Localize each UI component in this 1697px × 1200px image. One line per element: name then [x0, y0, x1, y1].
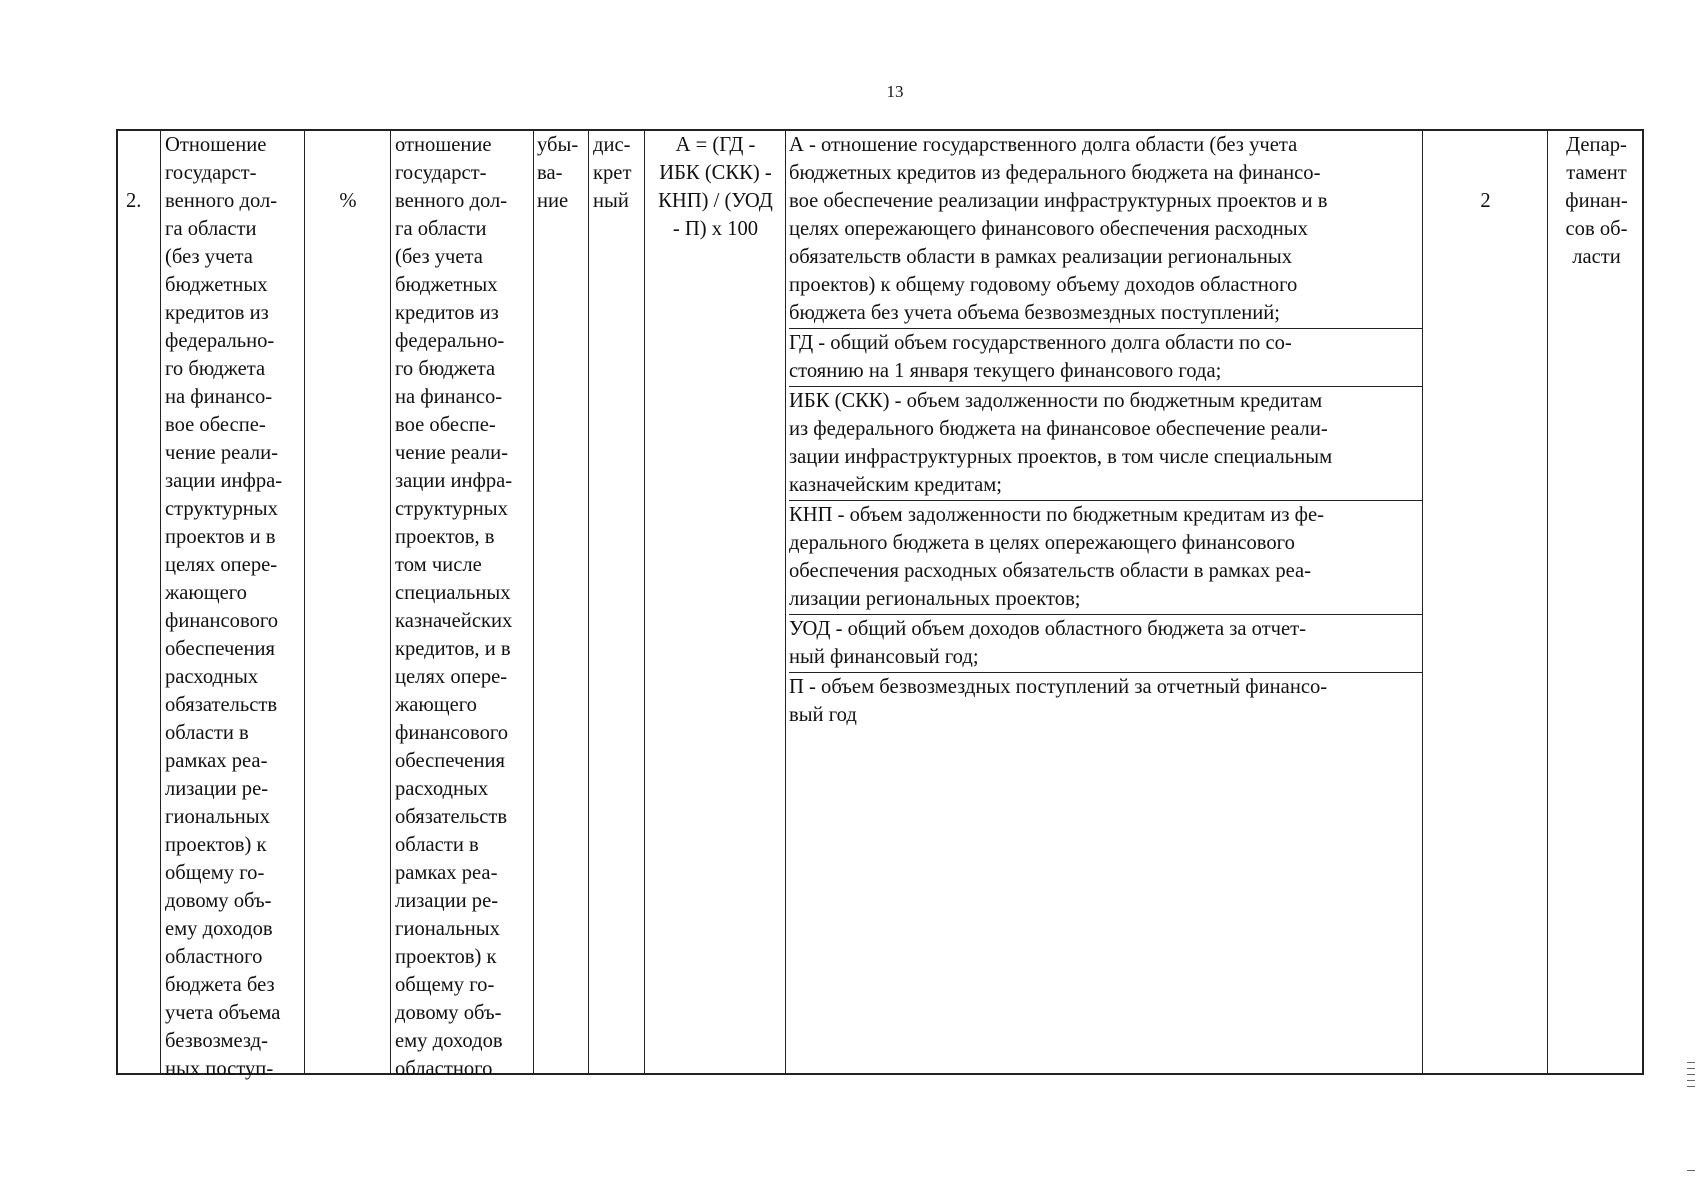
source-code-cell [1424, 131, 1547, 271]
indicator-definition-line: общему го- [395, 974, 495, 996]
indicator-name-cell [162, 131, 304, 1083]
trend-direction-cell [535, 131, 588, 215]
indicator-name-line: федерально- [165, 330, 275, 352]
indicator-name-line: (без учета [165, 246, 253, 268]
formula-line: КНП) / (УОД [658, 190, 773, 212]
variable-definition-line: КНП - объем задолженности по бюджетным кредитам из фе- [789, 504, 1324, 526]
indicator-name-line: ему доходов [165, 918, 273, 940]
responsible-line: сов об- [1565, 218, 1628, 240]
indicator-definition-line: целях опере- [395, 666, 508, 688]
indicator-definition-line: венного дол- [395, 190, 508, 212]
indicator-definition-line: государст- [395, 162, 487, 184]
indicator-name-line: ных поступ- [165, 1058, 274, 1080]
variable-definition-line: ный финансовый год; [789, 646, 979, 668]
indicator-definition-line: структурных [395, 498, 508, 520]
indicator-definition-line: га области [395, 218, 487, 240]
row-number: 2. [126, 190, 142, 212]
indicator-definition-line: финансового [395, 722, 509, 744]
responsible-cell [1549, 131, 1644, 271]
page-number: 13 [886, 82, 904, 101]
indicator-name-line: обеспечения [165, 638, 275, 660]
indicator-type-line: ный [593, 190, 629, 212]
col-divider [160, 131, 161, 1073]
formula-line: А = (ГД - [675, 134, 756, 156]
indicator-definition-line: гиональных [395, 918, 500, 940]
indicator-name-line: бюджета без [165, 974, 275, 996]
row-number-cell [118, 131, 160, 271]
variable-definition-line: А - отношение государственного долга области (без учета [789, 134, 1298, 156]
variable-definition-line: вый год [789, 704, 857, 726]
indicator-name-line: финансового [165, 610, 279, 632]
trend-direction-line: убы- [537, 134, 579, 156]
indicator-definition-line: чение реали- [395, 442, 508, 464]
col-divider [588, 131, 589, 1073]
scan-mark [1687, 1080, 1695, 1081]
trend-direction-line: ва- [537, 162, 563, 184]
indicator-definition-line: бюджетных [395, 274, 498, 296]
variable-definition-line: бюджетных кредитов из федерального бюджета на финансо- [789, 162, 1321, 184]
scan-mark [1687, 1170, 1695, 1171]
scan-mark [1687, 1086, 1695, 1087]
indicator-name-line: го бюджета [165, 358, 266, 380]
variable-definition-line: казначейским кредитам; [789, 474, 1002, 496]
indicator-name-line: вое обеспе- [165, 414, 266, 436]
indicator-definition-line: расходных [395, 778, 489, 800]
indicator-definition-line: специальных [395, 582, 511, 604]
indicator-name-line: обязательств [165, 694, 278, 716]
col-divider [1422, 131, 1423, 1073]
responsible-line: Депар- [1566, 134, 1627, 156]
indicator-type-line: крет [593, 162, 632, 184]
trend-direction-line: ние [537, 190, 569, 212]
indicator-definition-line: зации инфра- [395, 470, 513, 492]
indicator-definition-line: лизации ре- [395, 890, 499, 912]
indicator-name-line: га области [165, 218, 257, 240]
indicator-definition-line: области в [395, 834, 479, 856]
indicator-definition-line: обеспечения [395, 750, 505, 772]
variable-definition-line: обязательств области в рамках реализации региональных [789, 246, 1293, 268]
formula-variable-definition [789, 131, 1422, 329]
indicator-name-line: гиональных [165, 806, 270, 828]
col-divider [533, 131, 534, 1073]
indicator-definition-line: ему доходов [395, 1030, 503, 1052]
variable-definition-line: бюджета без учета объема безвозмездных поступлений; [789, 302, 1281, 324]
indicator-table [116, 129, 1644, 1080]
variable-definition-line: ГД - общий объем государственного долга области по со- [789, 332, 1292, 354]
variable-definition-line: обеспечения расходных обязательств области в рамках реа- [789, 560, 1312, 582]
indicator-name-line: общему го- [165, 862, 265, 884]
indicator-name-line: учета объема [165, 1002, 281, 1024]
indicator-definition-line: на финансо- [395, 386, 503, 408]
formula-line: ИБК (СКК) - [659, 162, 772, 184]
indicator-definition-cell [392, 131, 533, 1083]
indicator-name-line: чение реали- [165, 442, 278, 464]
col-divider [1547, 131, 1548, 1073]
variable-definition-line: стоянию на 1 января текущего финансового года; [789, 360, 1222, 382]
indicator-definition-line: том числе [395, 554, 482, 576]
indicator-type-cell [590, 131, 644, 215]
unit-cell [306, 131, 390, 271]
formula-cell [646, 131, 785, 243]
formula-variable-definition [789, 615, 1422, 673]
indicator-name-line: кредитов из [165, 302, 269, 324]
responsible-line: финан- [1565, 190, 1628, 212]
variable-definition-line: дерального бюджета в целях опережающего финансового [789, 532, 1295, 554]
variable-definition-line: лизации региональных проектов; [789, 588, 1081, 610]
indicator-name-line: проектов и в [165, 526, 276, 548]
indicator-name-line: области в [165, 722, 249, 744]
indicator-definition-line: обязательств [395, 806, 508, 828]
col-divider [644, 131, 645, 1073]
indicator-type-line: дис- [593, 134, 631, 156]
indicator-name-line: зации инфра- [165, 470, 283, 492]
col-divider [390, 131, 391, 1073]
indicator-name-line: областного [165, 946, 263, 968]
indicator-name-line: рамках реа- [165, 750, 268, 772]
indicator-definition-line: казначейских [395, 610, 513, 632]
indicator-name-line: довому объ- [165, 890, 272, 912]
indicator-name-line: жающего [165, 582, 247, 604]
indicator-definition-line: жающего [395, 694, 477, 716]
indicator-name-line: Отношение [165, 134, 267, 156]
indicator-name-line: государст- [165, 162, 257, 184]
indicator-name-line: целях опере- [165, 554, 278, 576]
indicator-definition-line: федерально- [395, 330, 505, 352]
col-divider [304, 131, 305, 1073]
col-divider [785, 131, 786, 1073]
indicator-name-line: расходных [165, 666, 259, 688]
indicator-name-line: лизации ре- [165, 778, 269, 800]
indicator-definition-line: вое обеспе- [395, 414, 496, 436]
indicator-definition-line: довому объ- [395, 1002, 502, 1024]
indicator-name-line: на финансо- [165, 386, 273, 408]
formula-variable-definition [789, 329, 1422, 387]
indicator-definition-line: отношение [395, 134, 492, 156]
indicator-definition-line: кредитов из [395, 302, 499, 324]
formula-line: - П) х 100 [672, 218, 759, 240]
responsible-line: тамент [1566, 162, 1627, 184]
variable-definition-line: зации инфраструктурных проектов, в том числе специальным [789, 446, 1333, 468]
variable-definition-line: УОД - общий объем доходов областного бюджета за отчет- [789, 618, 1307, 640]
scan-mark [1687, 1062, 1695, 1063]
indicator-definition-line: областного [395, 1058, 493, 1080]
indicator-definition-line: проектов, в [395, 526, 495, 548]
scan-mark [1687, 1074, 1695, 1075]
formula-variables-cell [787, 131, 1422, 730]
indicator-name-line: венного дол- [165, 190, 278, 212]
source-code: 2 [1480, 190, 1491, 212]
indicator-name-line: безвозмезд- [165, 1030, 268, 1052]
indicator-name-line: бюджетных [165, 274, 268, 296]
formula-variable-definition [789, 387, 1422, 501]
indicator-name-line: структурных [165, 498, 278, 520]
indicator-name-line: проектов) к [165, 834, 267, 856]
scan-mark [1687, 1068, 1695, 1069]
indicator-definition-line: (без учета [395, 246, 483, 268]
variable-definition-line: проектов) к общему годовому объему доходов областного [789, 274, 1298, 296]
responsible-line: ласти [1572, 246, 1621, 268]
unit-value: % [339, 190, 357, 212]
formula-variable-definition [789, 673, 1422, 730]
variable-definition-line: из федерального бюджета на финансовое обеспечение реали- [789, 418, 1328, 440]
indicator-definition-line: кредитов, и в [395, 638, 511, 660]
variable-definition-line: вое обеспечение реализации инфраструктурных проектов и в [789, 190, 1328, 212]
variable-definition-line: ИБК (СКК) - объем задолженности по бюджетным кредитам [789, 390, 1323, 412]
indicator-definition-line: го бюджета [395, 358, 496, 380]
variable-definition-line: целях опережающего финансового обеспечения расходных [789, 218, 1308, 240]
variable-definition-line: П - объем безвозмездных поступлений за отчетный финансо- [789, 676, 1328, 698]
indicator-definition-line: проектов) к [395, 946, 497, 968]
formula-variable-definition [789, 501, 1422, 615]
indicator-definition-line: рамках реа- [395, 862, 498, 884]
